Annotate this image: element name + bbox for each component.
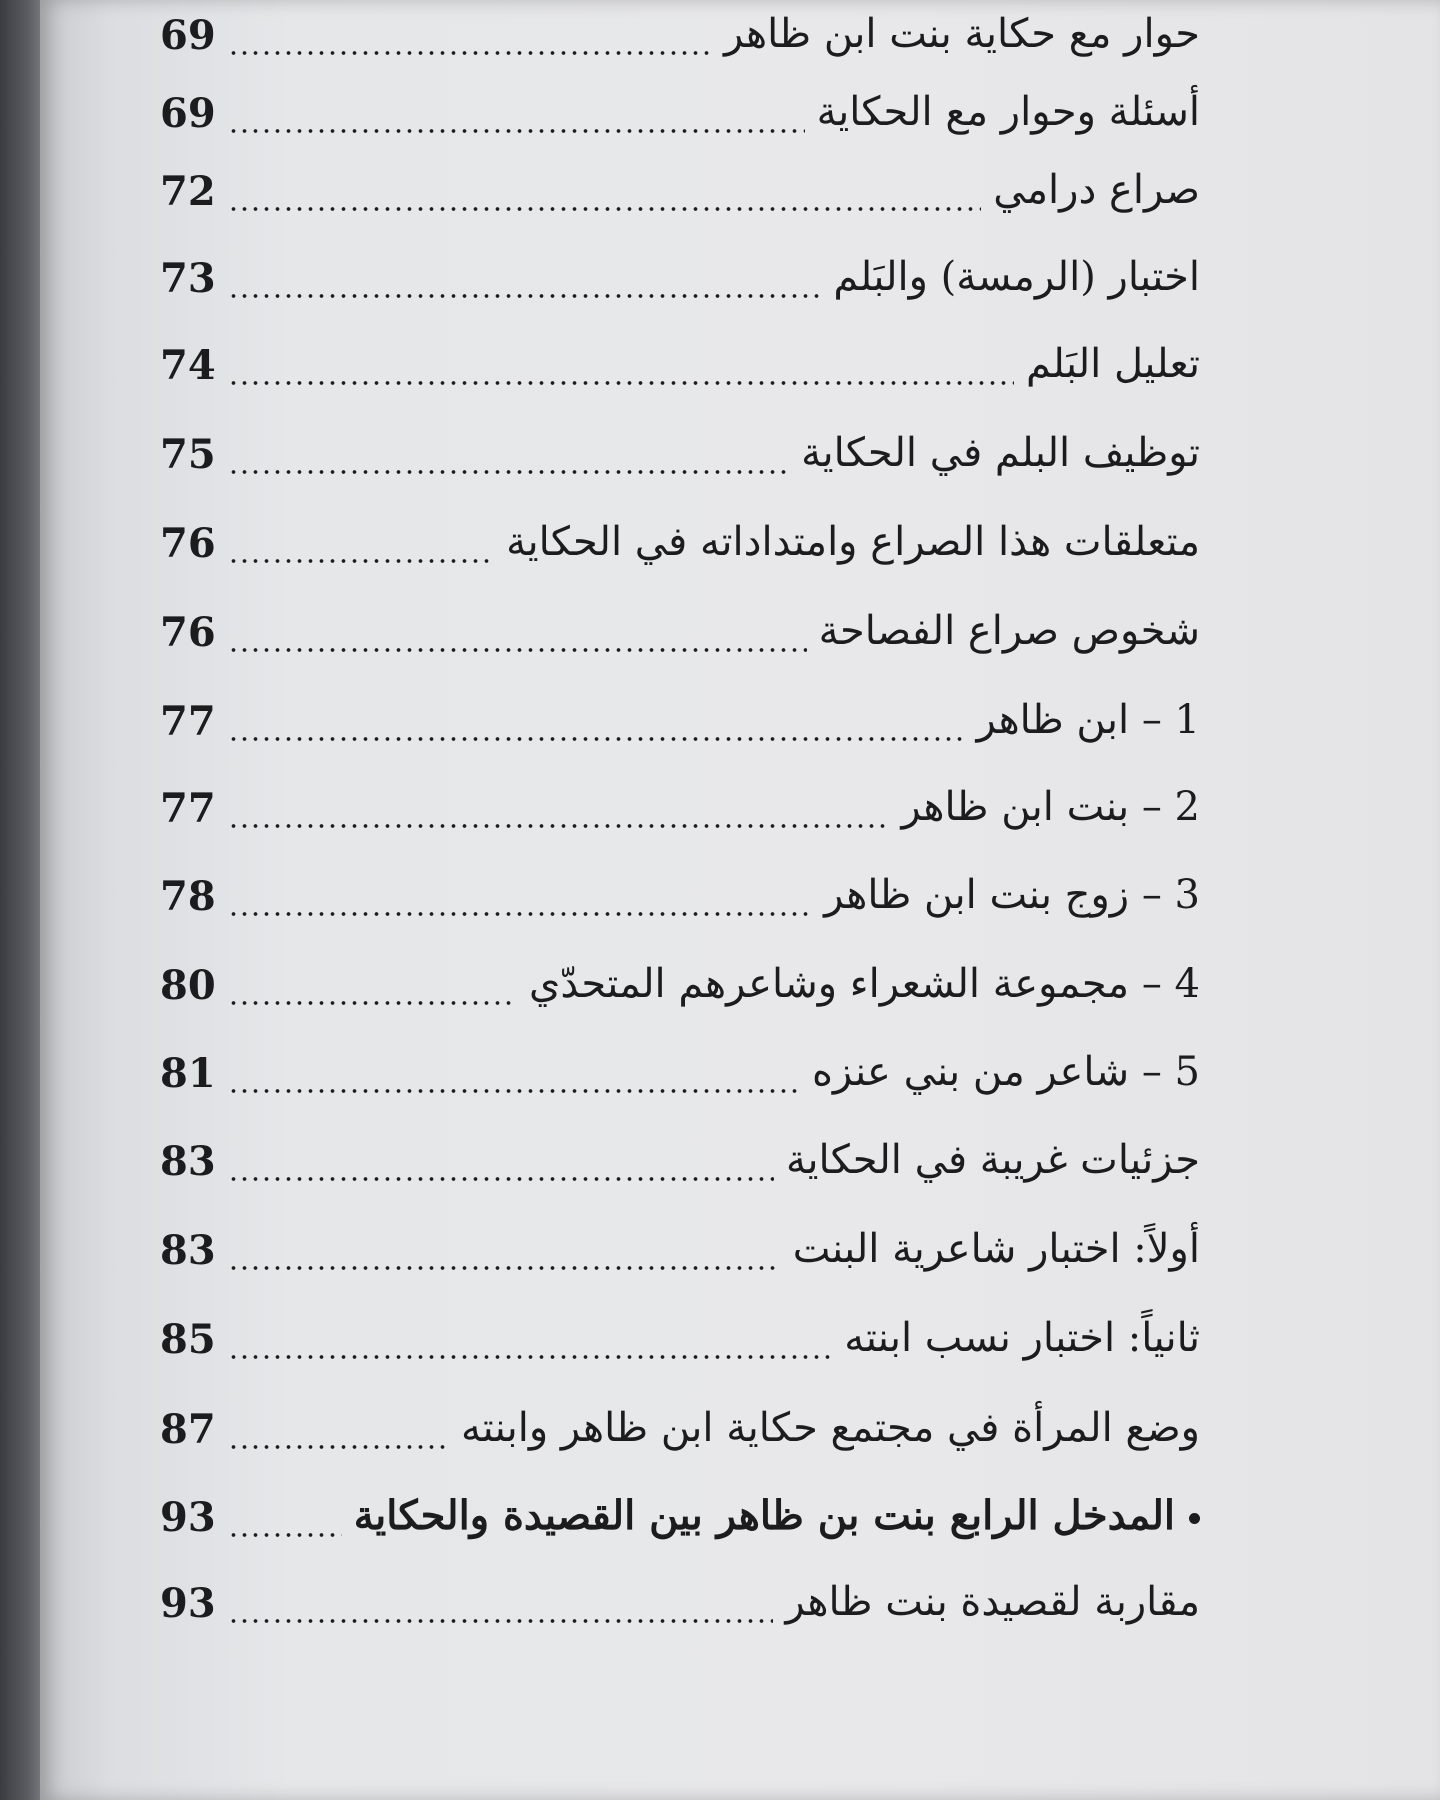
- toc-entry-title: 5 – شاعر من بني عنزه: [811, 1049, 1200, 1095]
- toc-entry-page: 75: [160, 431, 216, 478]
- toc-entry-page: 85: [160, 1316, 216, 1363]
- toc-entry-page: 74: [160, 342, 216, 389]
- toc-entry-title: متعلقات هذا الصراع وامتداداته في الحكاية: [506, 519, 1200, 565]
- toc-entry-page: 93: [160, 1494, 216, 1541]
- toc-entry: [160, 861, 1200, 931]
- toc-entry-page: 87: [160, 1406, 216, 1453]
- toc-entry-title: وضع المرأة في مجتمع حكاية ابن ظاهر وابنته: [461, 1405, 1200, 1451]
- toc-entry: [160, 330, 1200, 400]
- toc-entry-page: 93: [160, 1580, 216, 1627]
- toc-entry-title: توظيف البلم في الحكاية: [801, 430, 1200, 476]
- dot-leader: [228, 206, 981, 212]
- toc-entry: [160, 1038, 1200, 1108]
- toc-entry-title: أولاً: اختبار شاعرية البنت: [792, 1226, 1200, 1272]
- toc-entry-title: المدخل الرابع بنت بن ظاهر بين القصيدة والحكاية: [353, 1492, 1175, 1539]
- toc-entry: [160, 686, 1200, 756]
- toc-entry: [160, 78, 1200, 148]
- toc-entry: [160, 419, 1200, 489]
- toc-entry: [160, 1126, 1200, 1196]
- toc-entry-title: 1 – ابن ظاهر: [976, 697, 1200, 743]
- toc-entry-title: شخوص صراع الفصاحة: [818, 608, 1200, 654]
- dot-leader: [228, 50, 712, 56]
- toc-entry: [160, 1304, 1200, 1374]
- toc-entry-page: 73: [160, 255, 216, 302]
- toc-entry: [160, 508, 1200, 578]
- dot-leader: [228, 736, 965, 742]
- toc-entry-page: 69: [160, 90, 216, 137]
- toc-entry-title: حوار مع حكاية بنت ابن ظاهر: [723, 11, 1200, 57]
- toc-entry: [160, 1394, 1200, 1464]
- toc-entry-page: 77: [160, 785, 216, 832]
- toc-entry-page: 72: [160, 168, 216, 215]
- toc-entry-title: اختبار (الرمسة) والبَلم: [833, 254, 1200, 300]
- dot-leader: [228, 911, 812, 917]
- dot-leader: [228, 558, 494, 564]
- dot-leader: [228, 1532, 342, 1538]
- toc-entry: [160, 1568, 1200, 1638]
- bullet-icon: [1189, 1513, 1200, 1524]
- dot-leader: [228, 1354, 832, 1360]
- toc-entry-page: 83: [160, 1227, 216, 1274]
- toc-entry-title: تعليل البَلم: [1026, 341, 1200, 387]
- toc-entry: [160, 0, 1200, 70]
- toc-entry-title: ثانياً: اختبار نسب ابنته: [844, 1315, 1200, 1361]
- toc-entry-page: 77: [160, 698, 216, 745]
- dot-leader: [228, 1618, 773, 1624]
- toc-entry-page: 78: [160, 873, 216, 920]
- dot-leader: [228, 1176, 774, 1182]
- toc-entry: [160, 1215, 1200, 1285]
- toc-entry-title: صراع درامي: [993, 167, 1200, 213]
- dot-leader: [228, 1265, 781, 1271]
- toc-entry-title: جزئيات غريبة في الحكاية: [785, 1137, 1200, 1183]
- toc-entry: [160, 243, 1200, 313]
- dot-leader: [228, 1444, 449, 1450]
- toc-entry-page: 76: [160, 520, 216, 567]
- toc-entry-title: 4 – مجموعة الشعراء وشاعرهم المتحدّي: [529, 961, 1200, 1007]
- dot-leader: [228, 469, 789, 475]
- dot-leader: [228, 823, 889, 829]
- toc-entry: [160, 156, 1200, 226]
- dot-leader: [228, 647, 807, 653]
- toc-entry-chapter: [160, 1482, 1200, 1552]
- toc-entry-page: 80: [160, 962, 216, 1009]
- toc-entry-title: مقاربة لقصيدة بنت ظاهر: [785, 1579, 1200, 1625]
- toc-entry-page: 69: [160, 12, 216, 59]
- toc-entry-title: 3 – زوج بنت ابن ظاهر: [824, 872, 1200, 918]
- toc-entry-page: 76: [160, 609, 216, 656]
- toc-entry: [160, 773, 1200, 843]
- dot-leader: [228, 1088, 800, 1094]
- toc-entry-title: 2 – بنت ابن ظاهر: [901, 784, 1200, 830]
- toc-entry-page: 83: [160, 1138, 216, 1185]
- toc-entry-title: أسئلة وحوار مع الحكاية: [816, 89, 1200, 135]
- dot-leader: [228, 293, 821, 299]
- dot-leader: [228, 128, 805, 134]
- dot-leader: [228, 380, 1014, 386]
- toc-entry: [160, 597, 1200, 667]
- dot-leader: [228, 1000, 517, 1006]
- toc-entry-page: 81: [160, 1050, 216, 1097]
- book-page: [40, 0, 1440, 1800]
- toc-entry: [160, 950, 1200, 1020]
